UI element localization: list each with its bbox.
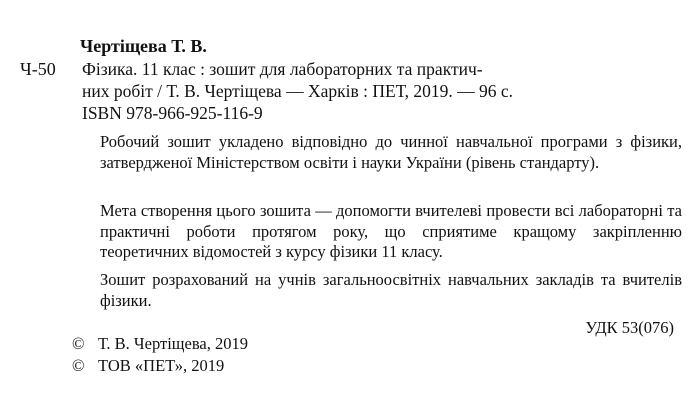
author-name: Чертіщева Т. В. <box>80 36 207 56</box>
description-line-1: Фізика. 11 клас : зошит для лабораторних та практич- <box>82 59 483 79</box>
description-line-2: них робіт / Т. В. Чертіщева — Харків : ПЕТ, 2019. — 96 с. <box>82 81 514 101</box>
classification-code: Ч-50 <box>20 59 56 79</box>
copyright-publisher <box>72 356 224 376</box>
annotation-paragraph-1: Робочий зошит укладено відповідно до чинної навчальної програми з фізики, затвердженої Міністерством освіти і науки України (рівень стандарту). <box>100 132 682 172</box>
copyright-publisher-text: ТОВ «ПЕТ», 2019 <box>98 356 225 375</box>
udk-code: УДК 53(076) <box>585 318 674 337</box>
copyright-icon: © <box>72 334 85 353</box>
copyright-author <box>72 334 248 354</box>
copyright-author-text: Т. В. Чертіщева, 2019 <box>98 334 248 353</box>
annotation-paragraph-3: Зошит розрахований на учнів загальноосвітніх навчальних закладів та вчителів фізики. <box>100 270 682 310</box>
copyright-icon: © <box>72 356 85 375</box>
isbn-line: ISBN 978-966-925-116-9 <box>82 103 263 123</box>
annotation-paragraph-2: Мета створення цього зошита — допомогти вчителеві провести всі лабораторні та практичні роботи протягом року, що сприятиме кращому закріпленню теоретичних відомостей з курсу фізики 11 класу. <box>100 201 682 261</box>
